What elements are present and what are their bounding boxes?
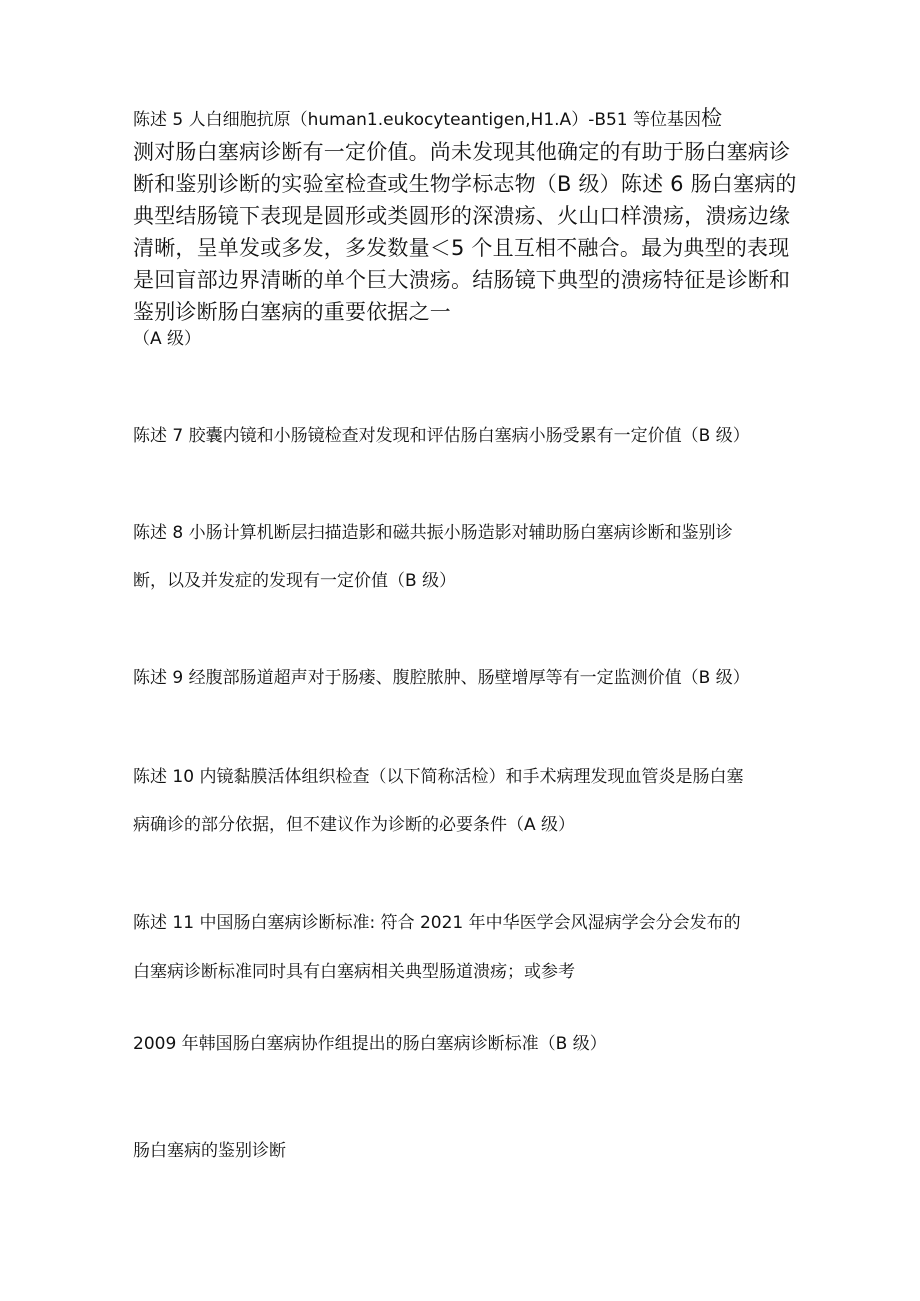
statement-8-line-2: 断，以及并发症的发现有一定价值（B 级） bbox=[133, 571, 457, 591]
statement-11-line-1: 陈述 11 中国肠白塞病诊断标准: 符合 2021 年中华医学会风湿病学会分会发布的 bbox=[133, 913, 741, 933]
statement-9: 陈述 9 经腹部肠道超声对于肠瘘、腹腔脓肿、肠壁增厚等有一定监测价值（B 级） bbox=[133, 668, 750, 688]
section-heading: 肠白塞病的鉴别诊断 bbox=[133, 1141, 286, 1161]
statement-8-line-1: 陈述 8 小肠计算机断层扫描造影和磁共振小肠造影对辅助肠白塞病诊断和鉴别诊 bbox=[133, 523, 733, 543]
statement-5-line-1-big-char: 检 bbox=[701, 106, 723, 130]
statement-10-line-1: 陈述 10 内镜黏膜活体组织检查（以下简称活检）和手术病理发现血管炎是肠白塞 bbox=[133, 767, 744, 787]
statement-7: 陈述 7 胶囊内镜和小肠镜检查对发现和评估肠白塞病小肠受累有一定价值（B 级） bbox=[133, 426, 750, 446]
statement-5-line-1-text: 陈述 5 人白细胞抗原（human1.eukocyteantigen,H1.A）-B51 等位基因 bbox=[133, 110, 702, 130]
statement-5-6-paragraph: 测对肠白塞病诊断有一定价值。尚未发现其他确定的有助于肠白塞病诊断和鉴别诊断的实验室检查或生物学标志物（B 级）陈述 6 肠白塞病的典型结肠镜下表现是圆形或类圆形的深溃疡、火山口样溃疡，溃疡边缘清晰，呈单发或多发，多发数量＜5 个且互相不融合。最为典型的表现是回盲部边界清晰的单个巨大溃疡。结肠镜下典型的溃疡特征是诊断和鉴别诊断肠白塞病的重要依据之一 bbox=[133, 140, 797, 324]
statement-6-grade: （A 级） bbox=[133, 329, 202, 349]
statement-5-line-1 bbox=[133, 104, 805, 134]
statement-10-line-2: 病确诊的部分依据，但不建议作为诊断的必要条件（A 级） bbox=[133, 815, 576, 835]
statement-11-line-3: 2009 年韩国肠白塞病协作组提出的肠白塞病诊断标准（B 级） bbox=[133, 1034, 607, 1054]
statement-11-line-2: 白塞病诊断标准同时具有白塞病相关典型肠道溃疡；或参考 bbox=[133, 962, 575, 982]
